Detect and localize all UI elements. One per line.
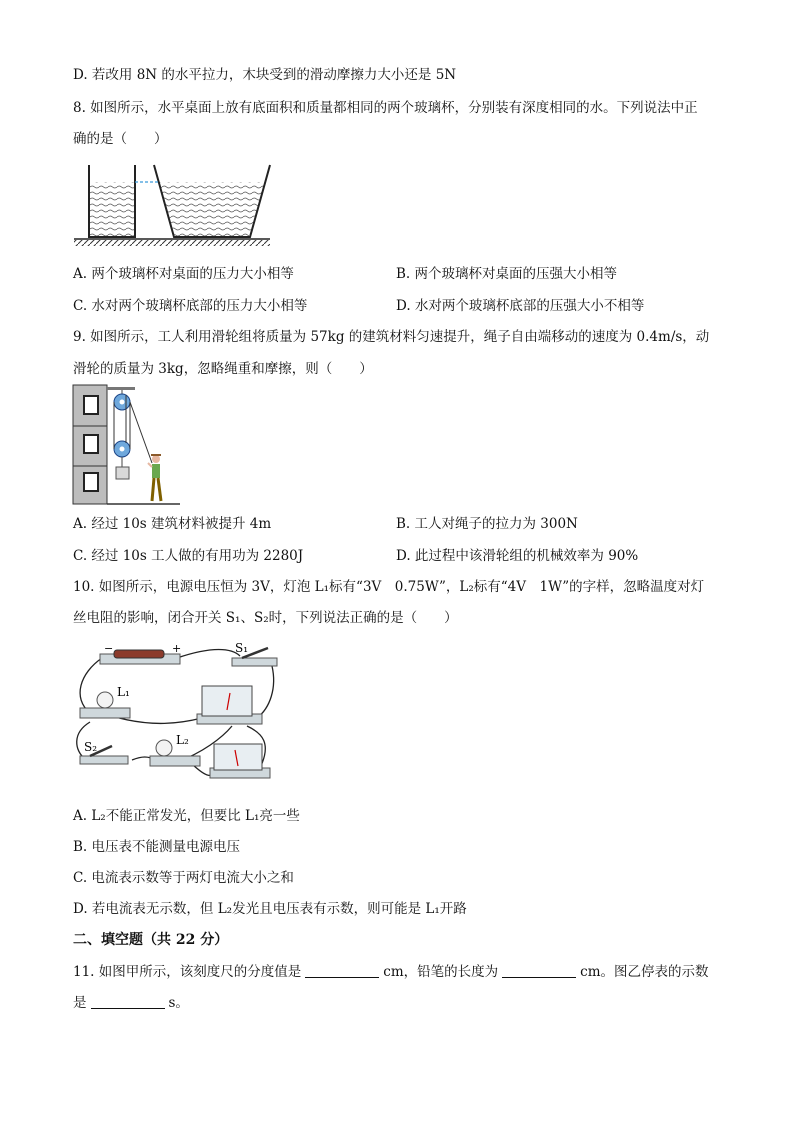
pulley-figure	[72, 383, 182, 508]
q8-stem-line2: 确的是（ ）	[73, 131, 168, 147]
q11-line2	[73, 994, 189, 1012]
q11-line1	[73, 963, 709, 981]
q8-stem-line1: 8. 如图所示，水平桌面上放有底面积和质量都相同的两个玻璃杯，分别装有深度相同的水。下列说法中正	[73, 100, 698, 116]
q10-option-b: B. 电压表不能测量电源电压	[73, 839, 241, 855]
lamp-l2-icon	[156, 740, 172, 756]
lamp-l1-base	[80, 708, 130, 718]
q9-option-c: C. 经过 10s 工人做的有用功为 2280J	[73, 548, 304, 564]
section-title: 二、填空题（共 22 分）	[73, 932, 229, 948]
q11-blank-stopwatch[interactable]	[91, 994, 165, 1009]
switch-s2-base	[80, 756, 128, 764]
q11-blank-length[interactable]	[502, 963, 576, 978]
q11-text-part3: cm。图乙停表的示数	[580, 964, 709, 980]
two-glasses-figure	[72, 160, 272, 250]
battery-plus-label: +	[172, 642, 182, 655]
q10-option-c: C. 电流表示数等于两灯电流大小之和	[73, 870, 294, 886]
q10-stem-line2: 丝电阻的影响，闭合开关 S₁、S₂时，下列说法正确的是（ ）	[73, 610, 458, 626]
q9-option-b: B. 工人对绳子的拉力为 300N	[396, 516, 578, 532]
lamp-l2-label: L₂	[176, 733, 189, 747]
building-material-box	[116, 467, 129, 479]
worker-icon	[148, 454, 161, 501]
circuit-figure	[72, 638, 292, 790]
q9-stem-line1: 9. 如图所示，工人利用滑轮组将质量为 57kg 的建筑材料匀速提升，绳子自由端移动的速度为 0.4m/s，动	[73, 329, 710, 345]
q9-option-a: A. 经过 10s 建筑材料被提升 4m	[73, 516, 272, 532]
q10-option-d: D. 若电流表无示数，但 L₂发光且电压表有示数，则可能是 L₁开路	[73, 901, 467, 917]
q8-option-b: B. 两个玻璃杯对桌面的压强大小相等	[396, 266, 618, 282]
q9-stem-line2: 滑轮的质量为 3kg，忽略绳重和摩擦，则（ ）	[73, 361, 373, 377]
lamp-l1-label: L₁	[117, 685, 130, 699]
voltmeter-icon	[214, 744, 262, 770]
lamp-l1-icon	[97, 692, 113, 708]
battery-cell-icon	[114, 650, 164, 658]
q7-option-d: D. 若改用 8N 的水平拉力，木块受到的滑动摩擦力大小还是 5N	[73, 67, 457, 83]
q11-text-part1: 11. 如图甲所示，该刻度尺的分度值是	[73, 964, 302, 980]
q9-option-d: D. 此过程中该滑轮组的机械效率为 90%	[396, 548, 639, 564]
q11-text-part2: cm，铅笔的长度为	[383, 964, 499, 980]
q11-text-part5: s。	[168, 995, 189, 1011]
q8-option-a: A. 两个玻璃杯对桌面的压力大小相等	[73, 266, 294, 282]
q10-option-a: A. L₂不能正常发光，但要比 L₁亮一些	[73, 808, 300, 824]
q11-text-part4: 是	[73, 995, 87, 1011]
ammeter-icon	[202, 686, 252, 716]
q10-stem-line1: 10. 如图所示，电源电压恒为 3V，灯泡 L₁标有“3V 0.75W”，L₂标有“4V 1W”的字样，忽略温度对灯	[73, 579, 705, 595]
switch-s1-base	[232, 658, 277, 666]
switch-s2-label: S₂	[84, 740, 98, 754]
switch-s1-label: S₁	[235, 641, 249, 655]
lamp-l2-base	[150, 756, 200, 766]
q8-option-c: C. 水对两个玻璃杯底部的压力大小相等	[73, 298, 308, 314]
battery-minus-label: −	[104, 642, 114, 655]
q11-blank-division[interactable]	[305, 963, 379, 978]
q8-option-d: D. 水对两个玻璃杯底部的压强大小不相等	[396, 298, 645, 314]
